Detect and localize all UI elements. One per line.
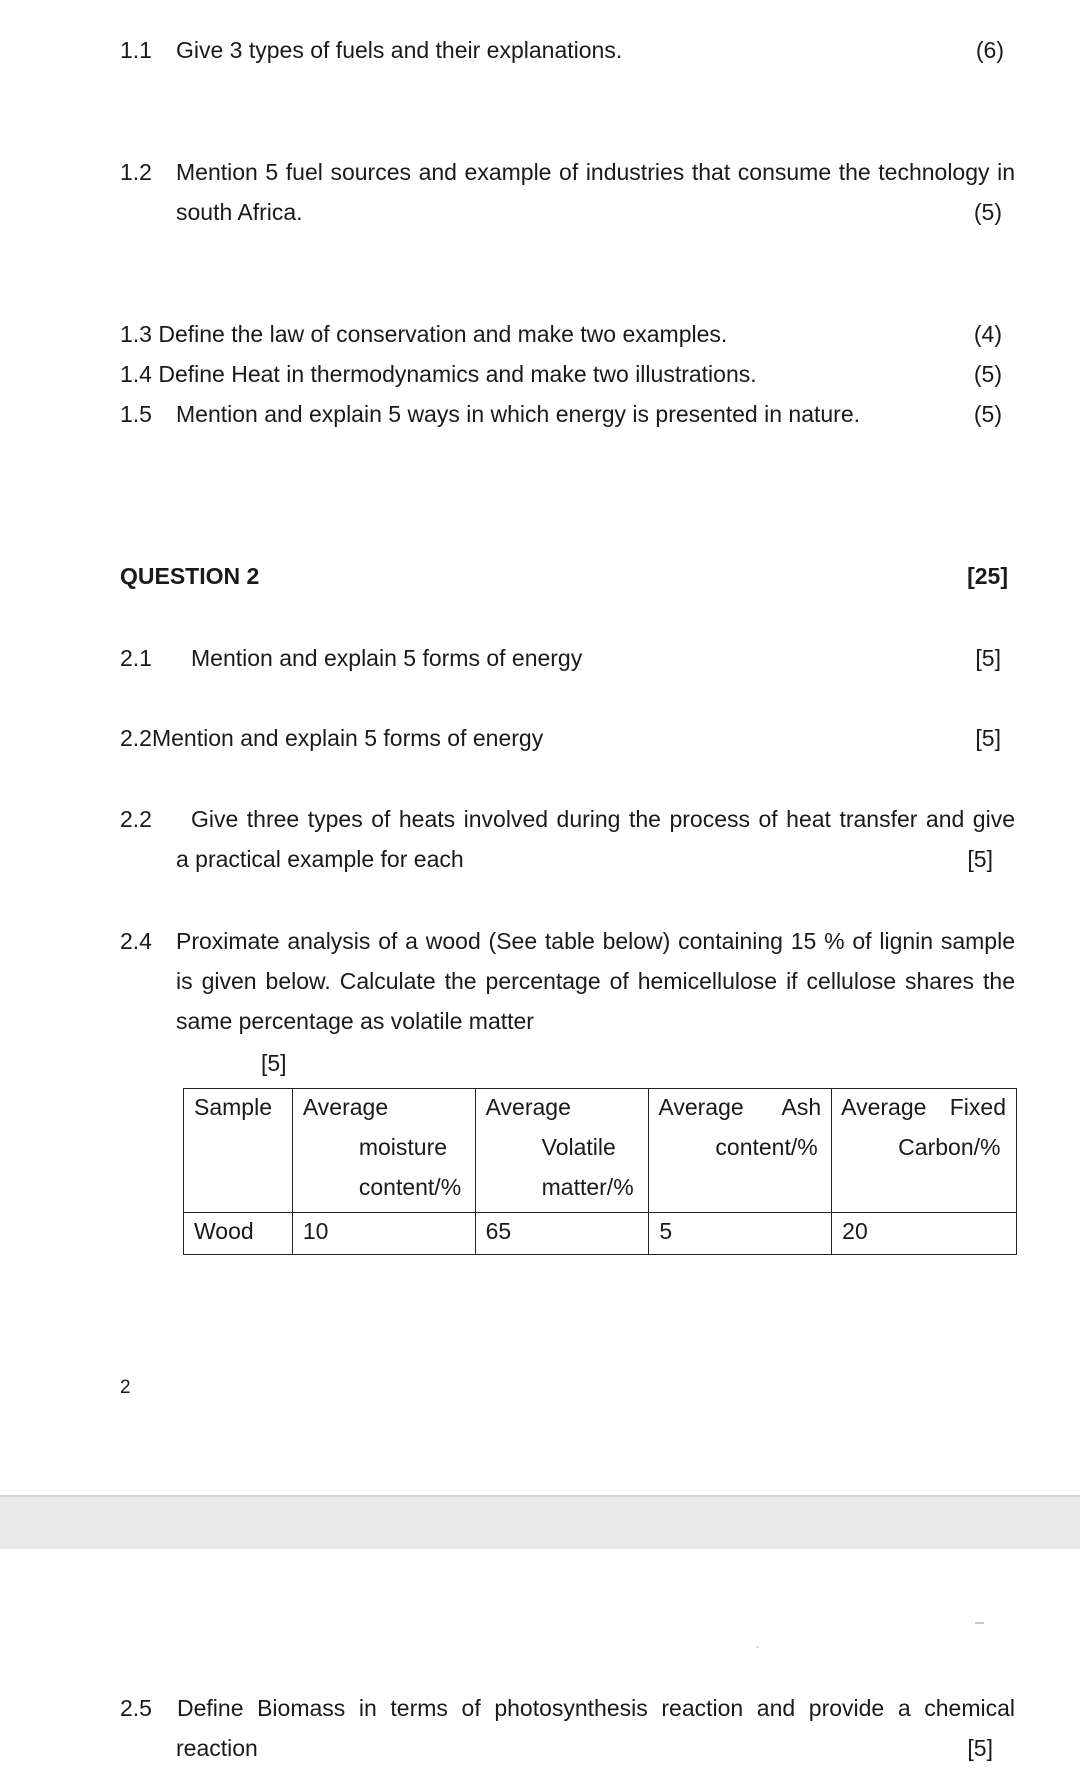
table-row xyxy=(184,1213,1017,1255)
q1-5-number: 1.5 xyxy=(120,401,152,427)
q1-2-line1: Mention 5 fuel sources and example of industries that consume the technology in xyxy=(176,159,1015,185)
q2-1-number: 2.1 xyxy=(120,645,152,671)
q2-5-number: 2.5 xyxy=(120,1695,152,1721)
header-volatile: Average Volatile matter/% xyxy=(475,1089,649,1213)
page-number: 2 xyxy=(120,1377,131,1398)
scan-smudge xyxy=(975,1622,984,1624)
q1-1-number: 1.1 xyxy=(120,37,152,63)
q1-2-line2: south Africa. xyxy=(176,199,303,225)
q2-1-marks: [5] xyxy=(975,645,1001,671)
q1-4-marks: (5) xyxy=(973,361,1002,387)
q1-2-number: 1.2 xyxy=(120,159,152,185)
header-moisture: Average moisture content/% xyxy=(292,1089,475,1213)
header-sample: Sample xyxy=(184,1089,293,1213)
table-header-row xyxy=(184,1089,1017,1213)
q2-2b-number: 2.2 xyxy=(120,806,152,832)
q1-5-marks: (5) xyxy=(973,401,1002,427)
q2-2a-marks: [5] xyxy=(975,725,1001,751)
cell-ash: 5 xyxy=(649,1213,832,1255)
question-2-heading: QUESTION 2 xyxy=(120,563,260,589)
cell-volatile: 65 xyxy=(475,1213,649,1255)
q2-5-line1: Define Biomass in terms of photosynthesis reaction and provide a chemical xyxy=(177,1695,1015,1721)
q1-1-marks: (6) xyxy=(975,37,1004,63)
q2-2b-marks: [5] xyxy=(967,846,993,872)
q2-2b-line2: a practical example for each xyxy=(176,846,464,872)
scan-speck xyxy=(756,1646,759,1648)
q2-2b-line1: Give three types of heats involved during the process of heat transfer and give xyxy=(191,806,1015,832)
q2-4-number: 2.4 xyxy=(120,928,152,954)
q2-1-text: Mention and explain 5 forms of energy xyxy=(191,645,583,671)
q2-4-line2: is given below. Calculate the percentage of hemicellulose if cellulose shares the xyxy=(176,968,1015,994)
question-2-total: [25] xyxy=(967,563,1008,589)
q1-3-text: 1.3 Define the law of conservation and make two examples. xyxy=(120,321,728,347)
q2-4-line1: Proximate analysis of a wood (See table below) containing 15 % of lignin sample xyxy=(176,928,1015,954)
q2-2a-text: 2.2Mention and explain 5 forms of energy xyxy=(120,725,544,751)
header-ash: Average Ash content/% xyxy=(649,1089,832,1213)
q1-1-text: Give 3 types of fuels and their explanations. xyxy=(176,37,623,63)
cell-moisture: 10 xyxy=(292,1213,475,1255)
q2-5-line2: reaction xyxy=(176,1735,258,1761)
q2-4-line3: same percentage as volatile matter xyxy=(176,1008,534,1034)
q1-5-text: Mention and explain 5 ways in which energy is presented in nature. xyxy=(176,401,861,427)
q1-4-text: 1.4 Define Heat in thermodynamics and make two illustrations. xyxy=(120,361,757,387)
header-fixed-carbon: Average Fixed Carbon/% xyxy=(832,1089,1017,1213)
q1-3-marks: (4) xyxy=(973,321,1002,347)
cell-sample: Wood xyxy=(184,1213,293,1255)
cell-fixed-carbon: 20 xyxy=(832,1213,1017,1255)
q2-5-marks: [5] xyxy=(967,1735,993,1761)
proximate-analysis-table xyxy=(183,1088,1017,1255)
q1-2-marks: (5) xyxy=(973,199,1002,225)
page-break-band xyxy=(0,1495,1080,1549)
q2-4-marks: [5] xyxy=(261,1050,287,1076)
